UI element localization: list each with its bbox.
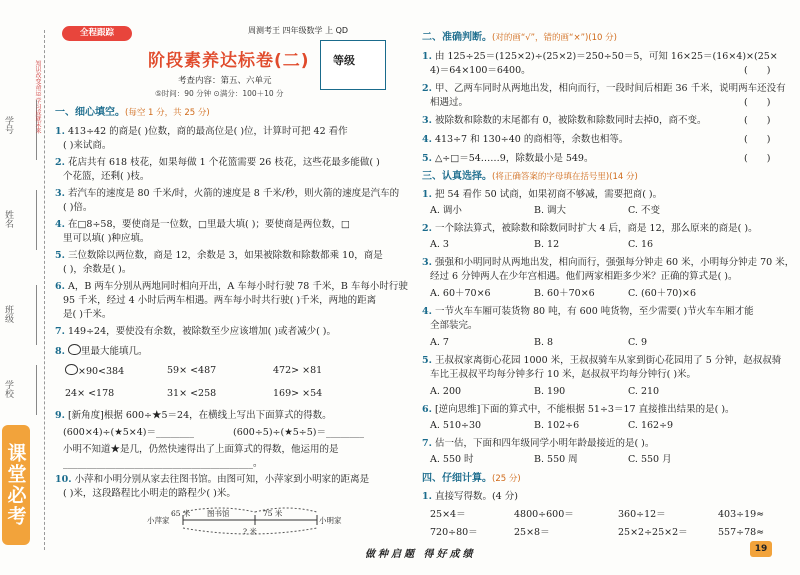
- page-number: 19: [750, 541, 772, 557]
- calc-cell[interactable]: 25×8＝: [514, 527, 550, 538]
- q6-cont: 95 千米，经过 4 小时后两车相遇。两车每小时共行驶( )千米，两地的距离: [63, 295, 377, 306]
- book-meta: 周测考王 四年级数学 上 QD: [248, 26, 349, 35]
- judge-4[interactable]: 4. 413÷7 和 130÷40 的商相等，余数也相等。: [422, 134, 629, 145]
- exam-scope: 考查内容：第五、六单元: [178, 76, 272, 86]
- diagram-library: 图书馆: [207, 509, 230, 518]
- choice-5-cont: 车比王叔叔平均每分钟多行 10 米，赵叔叔平均每分钟行( )米。: [430, 369, 697, 380]
- judge-2[interactable]: 2. 甲、乙两车同时从两地出发，相向而行，一段时间后相距 36 千米，说明两车还没有: [422, 83, 786, 94]
- diagram-home-b: 小明家: [319, 516, 342, 525]
- choice-7[interactable]: 7. 估一估，下面和四年级同学小明年龄最接近的是( )。: [422, 438, 655, 449]
- binding-strip: [0, 0, 48, 575]
- choice-1-a[interactable]: A. 调小: [430, 205, 462, 216]
- q8-row2c: 169> ×54: [273, 388, 323, 399]
- judge-2-cont: 相遇过。: [430, 97, 469, 108]
- apple-icon: [68, 344, 81, 355]
- q3[interactable]: 3. 若汽车的速度是 80 千米/时，火箭的速度是 8 千米/秒，则火箭的速度是汽车的: [55, 188, 400, 199]
- choice-5-c[interactable]: C. 210: [628, 386, 660, 397]
- q5[interactable]: 5. 三位数除以两位数，商是 12，余数是 3，如果被除数和除数都乘 10，商是: [55, 250, 383, 261]
- apple-icon: [65, 364, 78, 375]
- judge-3-answer[interactable]: ( ): [744, 115, 771, 126]
- name-label: 姓名: [3, 210, 13, 228]
- student-id-label: 学号: [3, 116, 13, 134]
- choice-7-c[interactable]: C. 550 月: [628, 454, 672, 465]
- choice-1-b[interactable]: B. 调大: [534, 205, 567, 216]
- choice-7-b[interactable]: B. 550 周: [534, 454, 578, 465]
- choice-2-a[interactable]: A. 3: [430, 239, 449, 250]
- choice-3-c[interactable]: C. (60＋70)×6: [628, 288, 697, 299]
- calc-cell[interactable]: 360÷12＝: [618, 509, 666, 520]
- choice-5-b[interactable]: B. 190: [534, 386, 566, 397]
- q6[interactable]: 6. A，B 两车分别从两地同时相向开出，A 车每小时行驶 78 千米，B 车每小时行驶: [55, 281, 408, 292]
- q6-cont2: 是( )千米。: [63, 309, 112, 320]
- choice-4-c[interactable]: C. 9: [628, 337, 648, 348]
- choice-4-cont: 全部装完。: [430, 320, 478, 331]
- q9-eq1[interactable]: (600×4)÷(★5×4)＝________: [63, 427, 194, 438]
- q10[interactable]: 10. 小萍和小明分别从家去往图书馆。由图可知，小萍家到小明家的距离是: [55, 474, 370, 485]
- choice-3-a[interactable]: A. 60＋70×6: [430, 288, 491, 299]
- judge-5[interactable]: 5. △÷□＝54……9，除数最小是 549。: [422, 153, 594, 164]
- q1[interactable]: 1. 413÷42 的商是( )位数，商的最高位是( )位，计算时可把 42 看作: [55, 126, 348, 137]
- q3-cont: ( )倍。: [63, 202, 93, 213]
- diagram-home-a: 小萍家: [147, 516, 170, 525]
- cut-line: [44, 30, 45, 550]
- choice-2[interactable]: 2. 一个除法算式，被除数和除数同时扩大 4 后，商是 12，那么原来的商是( )。: [422, 223, 758, 234]
- calc-cell[interactable]: 403÷19≈: [718, 509, 765, 520]
- judge-4-answer[interactable]: ( ): [744, 134, 771, 145]
- choice-6[interactable]: 6. [逆向思维]下面的算式中，不能根据 51÷3＝17 直接推出结果的是( )。: [422, 404, 735, 415]
- choice-2-b[interactable]: B. 12: [534, 239, 560, 250]
- q2[interactable]: 2. 花店共有 618 枝花，如果每做 1 个花篮需要 26 枝花，这些花最多能做( ): [55, 157, 380, 168]
- judge-3[interactable]: 3. 被除数和除数的末尾都有 0，被除数和除数同时去掉0，商不变。: [422, 115, 707, 126]
- choice-2-c[interactable]: C. 16: [628, 239, 654, 250]
- q9-eq2[interactable]: (600÷5)÷(★5÷5)＝________: [233, 427, 364, 438]
- side-logo: 课堂必考: [2, 425, 30, 545]
- q5-cont: ( )，余数是( )。: [63, 264, 132, 275]
- calc-cell[interactable]: 25×2÷25×2＝: [618, 527, 688, 538]
- q4-cont: 里可以填( )种应填。: [63, 233, 150, 244]
- q10-cont: ( )米，这段路程比小明走的路程少( )米。: [63, 488, 236, 499]
- calc-1: 1. 直接写得数。(4 分): [422, 491, 518, 502]
- q9[interactable]: 9. [新角度]根据 600÷★5＝24，在横线上写出下面算式的得数。: [55, 410, 332, 421]
- side-motto: 知识改变命运 学习成就未来: [34, 60, 41, 134]
- section-4-heading: 四、仔细计算。(25 分): [422, 473, 521, 484]
- q9-cont: 小明不知道★是几，仍然快速得出了上面算式的得数，他运用的是: [63, 444, 339, 455]
- time-score: ⑤时间：90 分钟 ⊙满分：100＋10 分: [155, 89, 284, 98]
- grade-label: 等级: [333, 54, 355, 67]
- q8-row1c: 472> ×81: [273, 365, 323, 376]
- calc-cell[interactable]: 4800÷600＝: [514, 509, 574, 520]
- calc-cell[interactable]: 720÷80＝: [430, 527, 478, 538]
- q4[interactable]: 4. 在□8÷58，要使商是一位数，□里最大填( )；要使商是两位数，□: [55, 219, 350, 230]
- q7[interactable]: 7. 149÷24，要使没有余数，被除数至少应该增加( )或者减少( )。: [55, 326, 336, 337]
- choice-5[interactable]: 5. 王叔叔家离街心花园 1000 米，王叔叔骑车从家到街心花园用了 5 分钟，赵叔叔骑: [422, 355, 782, 366]
- class-label: 班级: [3, 305, 13, 323]
- diagram-unknown: ? 米: [243, 527, 257, 536]
- choice-4-b[interactable]: B. 8: [534, 337, 554, 348]
- choice-4-a[interactable]: A. 7: [430, 337, 449, 348]
- name-field[interactable]: [12, 190, 37, 250]
- diagram-dist-right: 75 米: [263, 509, 283, 518]
- judge-1-cont: 4)＝64×100＝6400。: [430, 65, 531, 76]
- judge-5-answer[interactable]: ( ): [744, 153, 771, 164]
- q9-answer-line[interactable]: ________________________________________。: [63, 458, 263, 469]
- choice-3[interactable]: 3. 强强和小明同时从两地出发，相向而行，强强每分钟走 60 米，小明每分钟走 70 米，: [422, 257, 795, 268]
- q8-row1: ×90<384: [65, 364, 124, 378]
- choice-5-a[interactable]: A. 200: [430, 386, 462, 397]
- choice-7-a[interactable]: A. 550 时: [430, 454, 474, 465]
- tracking-tag: 全程跟踪: [62, 26, 132, 41]
- q8-row2b: 31× <258: [167, 388, 217, 399]
- choice-6-c[interactable]: C. 162÷9: [628, 420, 674, 431]
- choice-4[interactable]: 4. 一节火车车厢可装货物 80 吨，有 600 吨货物，至少需要( )节火车车厢才能: [422, 306, 754, 317]
- choice-6-a[interactable]: A. 510÷30: [430, 420, 482, 431]
- judge-1[interactable]: 1. 由 125÷25＝(125×2)÷(25×2)＝250÷50＝5，可知 16×25＝(16×4)×(25×: [422, 51, 778, 62]
- page-title: 阶段素养达标卷(二): [148, 51, 310, 71]
- judge-2-answer[interactable]: ( ): [744, 97, 771, 108]
- section-3-heading: 三、认真选择。(将正确答案的字母填在括号里)(14 分): [422, 171, 638, 182]
- choice-6-b[interactable]: B. 102÷6: [534, 420, 580, 431]
- footer-slogan: 做种启题 得好成绩: [365, 549, 476, 560]
- q8[interactable]: 8. 里最大能填几。: [55, 346, 148, 357]
- section-2-heading: 二、准确判断。(对的画“√”，错的画“×”)(10 分): [422, 32, 617, 43]
- school-label: 学校: [3, 380, 13, 398]
- section-1-heading: 一、细心填空。(每空 1 分，共 25 分): [55, 107, 210, 118]
- school-field[interactable]: [12, 365, 37, 415]
- class-field[interactable]: [12, 285, 37, 345]
- choice-1[interactable]: 1. 把 54 看作 50 试商，如果初商不够减，需要把商( )。: [422, 189, 663, 200]
- diagram-dist-left: 65 米: [171, 509, 191, 518]
- q1-cont: ( )来试商。: [63, 140, 112, 151]
- q2-cont: 个花篮，还剩( )枝。: [63, 171, 150, 182]
- calc-cell[interactable]: 557÷78≈: [718, 527, 765, 538]
- choice-1-c[interactable]: C. 不变: [628, 205, 660, 216]
- q8-row1b: 59× <487: [167, 365, 217, 376]
- choice-3-b[interactable]: B. 60＋70×6: [534, 288, 595, 299]
- judge-1-answer[interactable]: ( ): [744, 65, 771, 76]
- choice-3-cont: 经过 6 分钟两人在少年宫相遇。他们两家相距多少米？正确的算式是( )。: [430, 271, 738, 282]
- calc-cell[interactable]: 25×4＝: [430, 509, 466, 520]
- q8-row2: 24× <178: [65, 388, 115, 399]
